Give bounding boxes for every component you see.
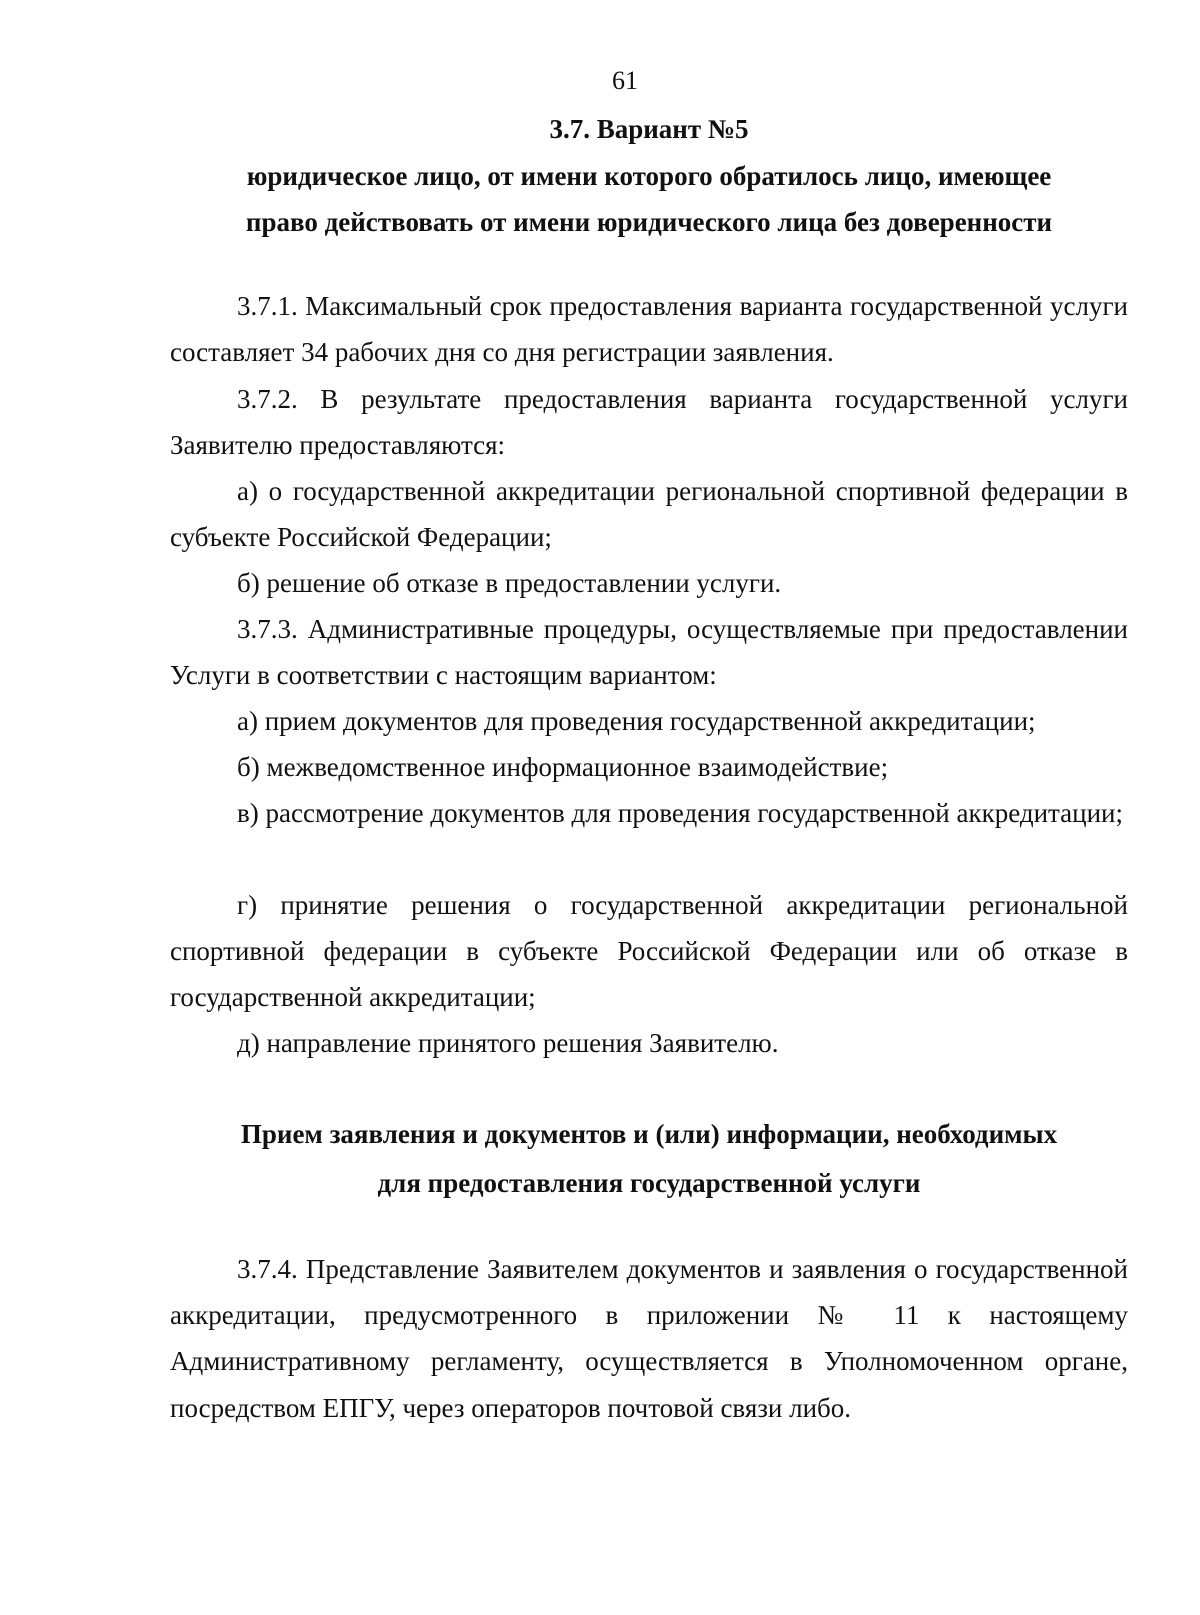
paragraph-3-7-3-d: г) принятие решения о государственной аккредитации региональной спортивной федерации в субъекте Российской Федерации или об отказе в государственной аккредитации; — [170, 890, 1128, 1013]
section-heading-line2: для предоставления государственной услуги — [377, 1168, 921, 1198]
paragraph-3-7-3-e: д) направление принятого решения Заявителю. — [237, 1028, 779, 1058]
section-heading — [170, 1110, 1128, 1208]
section-heading-line1: Прием заявления и документов и (или) информации, необходимых — [240, 1119, 1058, 1149]
variant-title: 3.7. Вариант №5 — [549, 114, 749, 144]
paragraph-3-7-2-b: б) решение об отказе в предоставлении услуги. — [237, 568, 782, 598]
paragraph-3-7-3: 3.7.3. Административные процедуры, осуществляемые при предоставлении Услуги в соответствии с настоящим вариантом: — [170, 614, 1128, 691]
paragraph-3-7-1: 3.7.1. Максимальный срок предоставления варианта государственной услуги составляет 34 рабочих дня со дня регистрации заявления. — [170, 291, 1128, 368]
variant-subtitle-line2: право действовать от имени юридического лица без доверенности — [245, 207, 1053, 237]
paragraph-3-7-2-a: а) о государственной аккредитации региональной спортивной федерации в субъекте Российской Федерации; — [170, 476, 1128, 553]
paragraph-3-7-3-c: в) рассмотрение документов для проведения государственной аккредитации; — [237, 798, 1124, 828]
paragraph-3-7-3-a: а) прием документов для проведения государственной аккредитации; — [237, 706, 1036, 736]
paragraph-3-7-4: 3.7.4. Представление Заявителем документов и заявления о государственной аккредитации, предусмотренного в приложении № 11 к настоящему Административному регламенту, осуществляется в Уполномоченном органе, посредством ЕПГУ, через операторов почтовой связи либо. — [170, 1254, 1128, 1423]
paragraph-3-7-2: 3.7.2. В результате предоставления варианта государственной услуги Заявителю предоставляются: — [170, 384, 1128, 461]
paragraph-3-7-3-b: б) межведомственное информационное взаимодействие; — [237, 752, 889, 782]
page-number: 61 — [612, 66, 638, 95]
variant-subtitle-line1: юридическое лицо, от имени которого обратилось лицо, имеющее — [246, 161, 1052, 191]
variant-subtitle — [170, 153, 1128, 245]
